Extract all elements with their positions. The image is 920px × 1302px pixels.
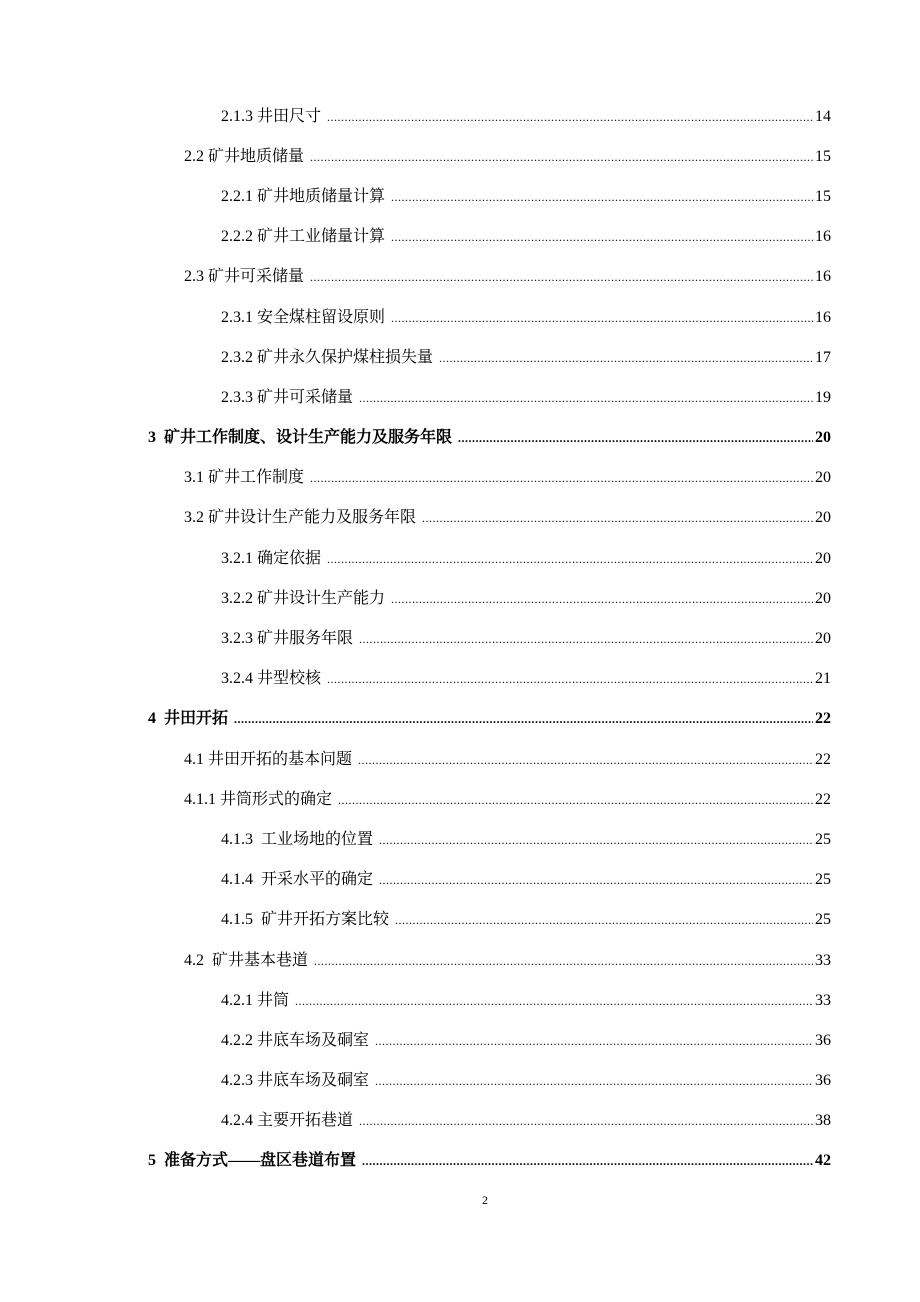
toc-entry-page: 15 [815, 147, 831, 165]
toc-entry-page: 20 [815, 549, 831, 567]
toc-entry-title: 4.1.1 井筒形式的确定 [184, 790, 333, 808]
toc-dot-leader [314, 955, 813, 967]
toc-entry-page: 25 [815, 911, 831, 929]
toc-entry-title: 4.2.2 井底车场及硐室 [221, 1031, 370, 1049]
toc-dot-leader [422, 512, 813, 524]
toc-entry-title: 3.2.4 井型校核 [221, 670, 322, 688]
toc-entry[interactable] [0, 737, 920, 777]
toc-entry-title: 4.1.5 矿井开拓方案比较 [221, 911, 390, 929]
toc-dot-leader [338, 794, 813, 806]
toc-entry-page: 38 [815, 1112, 831, 1130]
toc-dot-leader [458, 432, 813, 444]
toc-dot-leader [362, 1155, 813, 1167]
toc-entry-title: 4.2.4 主要开拓巷道 [221, 1112, 354, 1130]
toc-entry[interactable] [0, 215, 920, 255]
toc-chapter-entry[interactable] [0, 1139, 920, 1179]
toc-dot-leader [391, 191, 813, 203]
toc-entry[interactable] [0, 174, 920, 214]
toc-entry-title: 2.1.3 井田尺寸 [221, 107, 322, 125]
toc-entry-page: 20 [815, 589, 831, 607]
toc-entry-title: 3.2 矿井设计生产能力及服务年限 [184, 509, 417, 527]
toc-entry[interactable] [0, 456, 920, 496]
toc-entry-page: 15 [815, 187, 831, 205]
toc-entry-title: 2.2 矿井地质储量 [184, 147, 305, 165]
toc-dot-leader [439, 352, 813, 364]
toc-entry[interactable] [0, 335, 920, 375]
toc-entry-title: 3 矿井工作制度、设计生产能力及服务年限 [148, 429, 453, 447]
toc-entry-title: 4.1.4 开采水平的确定 [221, 871, 374, 889]
toc-entry-page: 42 [815, 1152, 831, 1170]
toc-entry[interactable] [0, 576, 920, 616]
toc-entry-page: 36 [815, 1031, 831, 1049]
toc-entry[interactable] [0, 496, 920, 536]
toc-entry-page: 17 [815, 348, 831, 366]
toc-entry[interactable] [0, 858, 920, 898]
toc-entry[interactable] [0, 1099, 920, 1139]
toc-dot-leader [327, 111, 813, 123]
toc-entry-page: 25 [815, 830, 831, 848]
toc-entry-page: 22 [815, 710, 831, 728]
toc-dot-leader [379, 874, 813, 886]
toc-entry-title: 5 准备方式——盘区巷道布置 [148, 1152, 357, 1170]
toc-entry-page: 36 [815, 1072, 831, 1090]
toc-entry-title: 4.1 井田开拓的基本问题 [184, 750, 353, 768]
toc-entry-title: 2.3.1 安全煤柱留设原则 [221, 308, 386, 326]
toc-entry[interactable] [0, 94, 920, 134]
toc-entry-page: 20 [815, 630, 831, 648]
toc-dot-leader [391, 312, 813, 324]
toc-entry[interactable] [0, 255, 920, 295]
toc-entry-page: 22 [815, 790, 831, 808]
toc-dot-leader [310, 472, 813, 484]
toc-entry[interactable] [0, 777, 920, 817]
toc-entry[interactable] [0, 616, 920, 656]
toc-entry[interactable] [0, 938, 920, 978]
toc-dot-leader [295, 995, 813, 1007]
toc-dot-leader [379, 834, 813, 846]
toc-entry-page: 16 [815, 268, 831, 286]
toc-entry[interactable] [0, 295, 920, 335]
toc-entry-title: 2.2.1 矿井地质储量计算 [221, 187, 386, 205]
toc-entry-title: 3.2.1 确定依据 [221, 549, 322, 567]
toc-entry-title: 3.2.2 矿井设计生产能力 [221, 589, 386, 607]
toc-entry-title: 3.2.3 矿井服务年限 [221, 630, 354, 648]
toc-entry-page: 33 [815, 991, 831, 1009]
toc-dot-leader [359, 392, 813, 404]
toc-entry[interactable] [0, 817, 920, 857]
toc-entry-title: 4.1.3 工业场地的位置 [221, 830, 374, 848]
toc-entry[interactable] [0, 657, 920, 697]
toc-entry-page: 14 [815, 107, 831, 125]
toc-dot-leader [327, 673, 813, 685]
toc-entry-title: 2.3 矿井可采储量 [184, 268, 305, 286]
toc-entry-page: 20 [815, 469, 831, 487]
toc-dot-leader [359, 1115, 813, 1127]
toc-entry[interactable] [0, 134, 920, 174]
toc-entry-page: 22 [815, 750, 831, 768]
table-of-contents [0, 94, 920, 1179]
toc-entry-title: 4.2.3 井底车场及硐室 [221, 1072, 370, 1090]
toc-entry-title: 4.2 矿井基本巷道 [184, 951, 309, 969]
toc-dot-leader [234, 713, 813, 725]
toc-dot-leader [310, 271, 813, 283]
toc-dot-leader [358, 754, 813, 766]
toc-entry-title: 3.1 矿井工作制度 [184, 469, 305, 487]
toc-entry-page: 33 [815, 951, 831, 969]
toc-entry-page: 21 [815, 670, 831, 688]
toc-dot-leader [391, 593, 813, 605]
toc-entry[interactable] [0, 978, 920, 1018]
toc-entry[interactable] [0, 898, 920, 938]
toc-dot-leader [359, 633, 813, 645]
toc-entry-title: 2.2.2 矿井工业储量计算 [221, 228, 386, 246]
toc-entry[interactable] [0, 1018, 920, 1058]
toc-entry[interactable] [0, 536, 920, 576]
toc-entry-page: 16 [815, 228, 831, 246]
toc-entry-page: 20 [815, 429, 831, 447]
toc-dot-leader [395, 914, 813, 926]
toc-entry-page: 20 [815, 509, 831, 527]
toc-dot-leader [327, 553, 813, 565]
toc-entry[interactable] [0, 1059, 920, 1099]
toc-dot-leader [375, 1075, 813, 1087]
toc-entry-page: 19 [815, 388, 831, 406]
toc-entry-title: 2.3.3 矿井可采储量 [221, 388, 354, 406]
page-number: 2 [482, 1193, 488, 1207]
toc-entry-title: 2.3.2 矿井永久保护煤柱损失量 [221, 348, 434, 366]
toc-chapter-entry[interactable] [0, 416, 920, 456]
toc-dot-leader [391, 231, 813, 243]
toc-chapter-entry[interactable] [0, 697, 920, 737]
toc-entry-page: 16 [815, 308, 831, 326]
toc-dot-leader [375, 1035, 813, 1047]
toc-entry-title: 4 井田开拓 [148, 710, 229, 728]
toc-entry-page: 25 [815, 871, 831, 889]
toc-entry[interactable] [0, 375, 920, 415]
toc-dot-leader [310, 151, 813, 163]
toc-entry-title: 4.2.1 井筒 [221, 991, 290, 1009]
